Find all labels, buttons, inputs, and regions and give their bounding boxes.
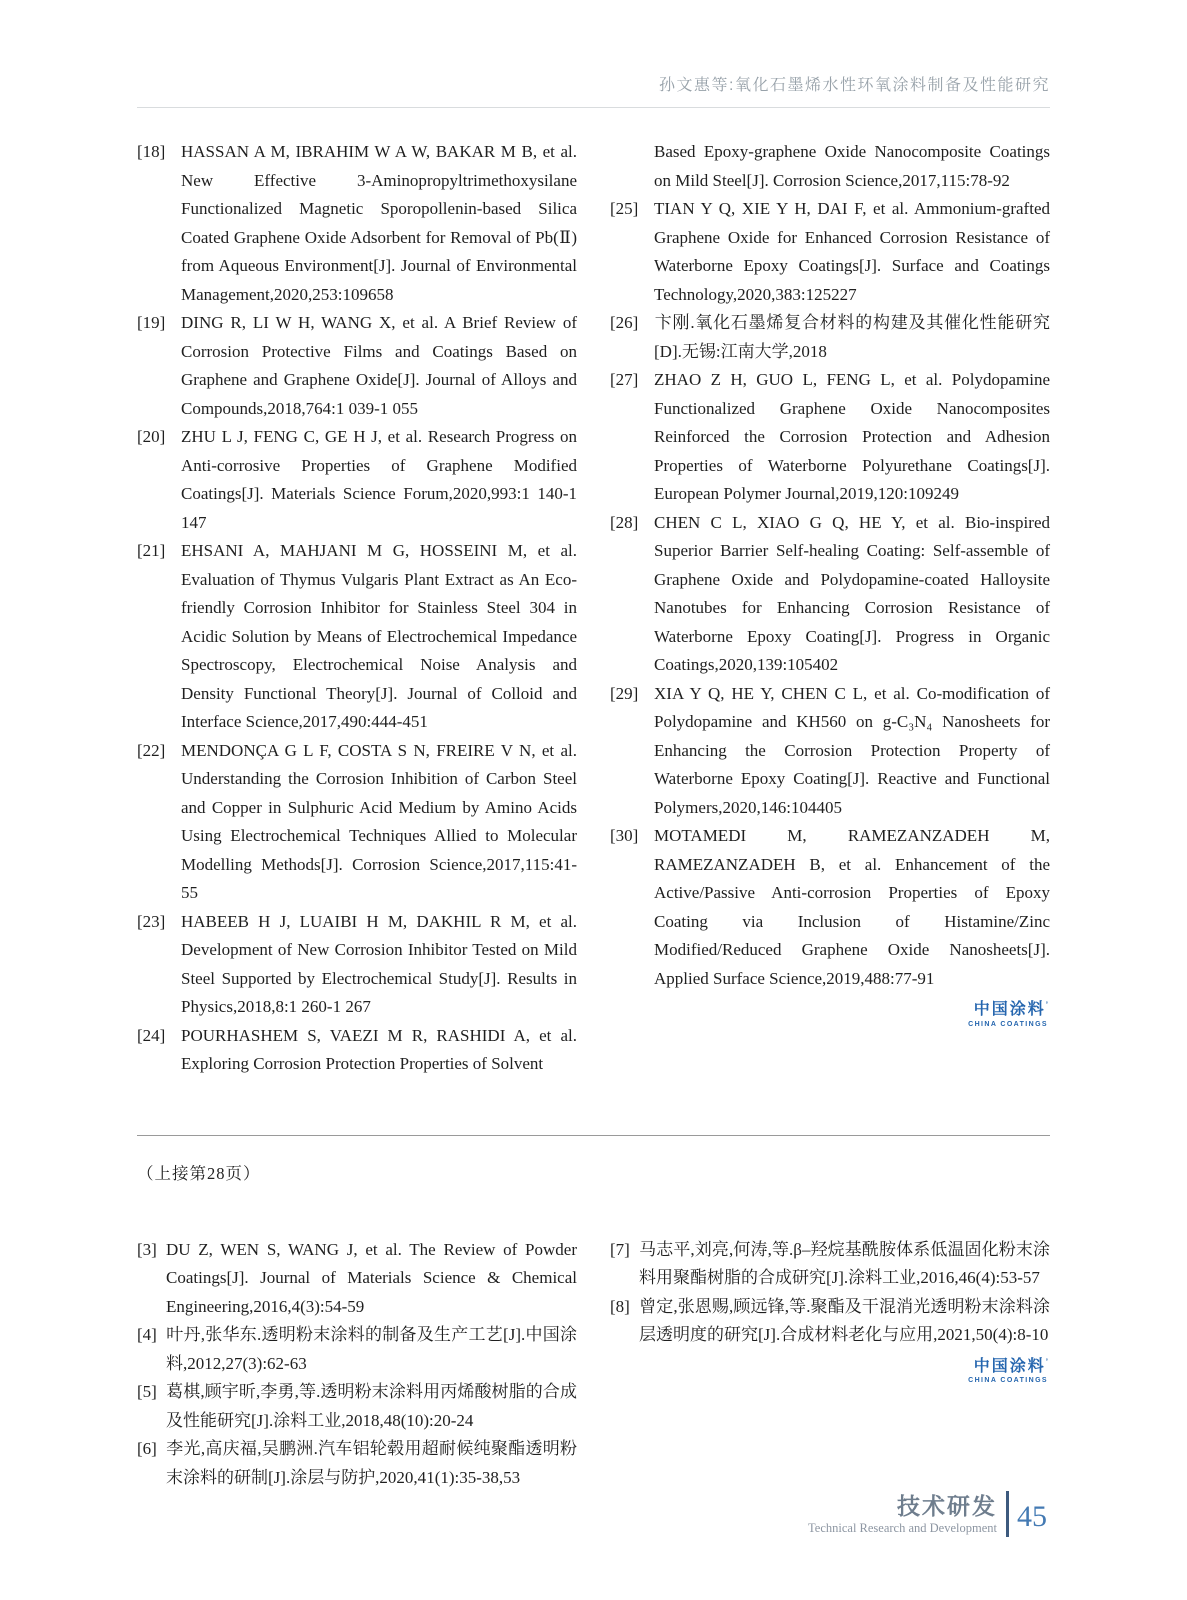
page-content	[137, 0, 1050, 1492]
reference-number: [21]	[137, 541, 166, 560]
running-title: 孙文惠等:氧化石墨烯水性环氧涂料制备及性能研究	[659, 77, 1050, 94]
reference-text: 马志平,刘亮,何涛,等.β–羟烷基酰胺体系低温固化粉末涂料用聚酯树脂的合成研究[J].涂料工业,2016,46(4):53-57	[639, 1239, 1050, 1287]
reference-text: ZHAO Z H, GUO L, FENG L, et al. Polydopamine Functionalized Graphene Oxide Nanocomposites Reinforced the Corrosion Protection and Adhesion Properties of Waterborne Polyurethane Coatings[J]. European Polymer Journal,2019,120:109249	[654, 370, 1050, 503]
china-coatings-logo	[610, 1358, 1050, 1385]
reference-text: TIAN Y Q, XIE Y H, DAI F, et al. Ammonium-grafted Graphene Oxide for Enhanced Corrosion Resistance of Waterborne Epoxy Coatings[J]. Surface and Coatings Technology,2020,383:125227	[654, 199, 1050, 304]
logo-cn-label: 中国涂料	[973, 1357, 1046, 1375]
reference-item	[137, 1236, 577, 1322]
references-bottom-column-right	[610, 1236, 1050, 1493]
logo-trademark-icon: ’	[1045, 1000, 1048, 1010]
logo-chinese-text	[610, 1001, 1048, 1019]
footer-section-cn: 技术研发	[897, 1492, 997, 1519]
china-coatings-logo	[610, 1001, 1050, 1028]
reference-item	[137, 1321, 577, 1378]
reference-text: Based Epoxy-graphene Oxide Nanocomposite Coatings on Mild Steel[J]. Corrosion Science,2017,115:78-92	[654, 142, 1050, 190]
logo-cn-label: 中国涂料	[973, 1001, 1046, 1018]
reference-item	[610, 1293, 1050, 1350]
reference-text: CHEN C L, XIAO G Q, HE Y, et al. Bio-inspired Superior Barrier Self-healing Coating: Self-assemble of Graphene Oxide and Polydopamine-coated Halloysite Nanotubes for Enhancing Corrosion Resistance of Waterborne Epoxy Coating[J]. Progress in Organic Coatings,2020,139:105402	[654, 512, 1050, 674]
references-column-right	[610, 138, 1050, 1079]
reference-item	[610, 1236, 1050, 1293]
logo-trademark-icon: ’	[1045, 1357, 1048, 1367]
section-divider-line	[137, 1135, 1050, 1136]
reference-item	[137, 737, 577, 908]
reference-item	[137, 1378, 577, 1435]
reference-text: HABEEB H J, LUAIBI H M, DAKHIL R M, et al. Development of New Corrosion Inhibitor Tested on Mild Steel Supported by Electrochemical Study[J]. Results in Physics,2018,8:1 260-1 267	[181, 911, 577, 1016]
reference-text: 曾定,张恩赐,顾远锋,等.聚酯及干混消光透明粉末涂料涂层透明度的研究[J].合成材料老化与应用,2021,50(4):8-10	[639, 1296, 1050, 1344]
reference-continuation	[610, 138, 1050, 195]
reference-item	[610, 680, 1050, 823]
reference-text: POURHASHEM S, VAEZI M R, RASHIDI A, et al. Exploring Corrosion Protection Properties of Solvent	[181, 1025, 577, 1073]
footer-section-en: Technical Research and Development	[808, 1520, 997, 1535]
reference-item	[137, 1435, 577, 1492]
footer-divider-bar	[1006, 1491, 1009, 1537]
reference-number: [7]	[610, 1239, 630, 1259]
reference-text: EHSANI A, MAHJANI M G, HOSSEINI M, et al. Evaluation of Thymus Vulgaris Plant Extract as An Eco-friendly Corrosion Inhibitor for Stainless Steel 304 in Acidic Solution by Means of Electrochemical Impedance Spectroscopy, Electrochemical Noise Analysis and Density Functional Theory[J]. Journal of Colloid and Interface Science,2017,490:444-451	[181, 541, 577, 731]
page-footer	[808, 1491, 1047, 1537]
reference-number: [22]	[137, 740, 166, 760]
reference-item	[610, 195, 1050, 309]
reference-number: [19]	[137, 313, 166, 332]
reference-number: [4]	[137, 1325, 157, 1344]
reference-list-top-left	[137, 138, 577, 1079]
reference-number: [25]	[610, 199, 639, 218]
page-number: 45	[1017, 1500, 1047, 1533]
logo-english-text: CHINA COATINGS	[968, 1020, 1048, 1028]
reference-number: [29]	[610, 683, 639, 703]
references-column-left	[137, 138, 577, 1079]
reference-text: ZHU L J, FENG C, GE H J, et al. Research Progress on Anti-corrosive Properties of Graphene Modified Coatings[J]. Materials Science Forum,2020,993:1 140-1 147	[181, 427, 577, 532]
reference-item	[137, 309, 577, 423]
reference-text: DING R, LI W H, WANG X, et al. A Brief Review of Corrosion Protective Films and Coatings Based on Graphene and Graphene Oxide[J]. Journal of Alloys and Compounds,2018,764:1 039-1 055	[181, 313, 577, 418]
reference-number: [27]	[610, 370, 639, 389]
references-bottom-section	[137, 1236, 1050, 1493]
reference-item	[137, 1022, 577, 1079]
reference-number: [24]	[137, 1025, 166, 1045]
reference-text: 李光,高庆福,吴鹏洲.汽车铝轮毂用超耐候纯聚酯透明粉末涂料的研制[J].涂层与防护,2020,41(1):35-38,53	[166, 1439, 577, 1487]
reference-item	[137, 138, 577, 309]
reference-item	[137, 423, 577, 537]
continued-from-note: （上接第28页）	[137, 1163, 261, 1183]
reference-number: [5]	[137, 1382, 157, 1401]
reference-item	[610, 509, 1050, 680]
reference-list-top-right	[610, 138, 1050, 993]
reference-text: MOTAMEDI M, RAMEZANZADEH M, RAMEZANZADEH B, et al. Enhancement of the Active/Passive Anti-corrosion Properties of Epoxy Coating via Inclusion of Histamine/Zinc Modified/Reduced Graphene Oxide Nanosheets[J]. Applied Surface Science,2019,488:77-91	[654, 826, 1050, 988]
reference-number: [18]	[137, 142, 166, 161]
reference-number: [30]	[610, 826, 639, 845]
reference-text: 葛棋,顾宇昕,李勇,等.透明粉末涂料用丙烯酸树脂的合成及性能研究[J].涂料工业,2018,48(10):20-24	[166, 1382, 577, 1430]
reference-text: MENDONÇA G L F, COSTA S N, FREIRE V N, et al. Understanding the Corrosion Inhibition of Carbon Steel and Copper in Sulphuric Acid Medium by Amino Acids Using Electrochemical Techniques Allied to Molecular Modelling Methods[J]. Corrosion Science,2017,115:41-55	[181, 740, 577, 902]
logo-chinese-text	[610, 1358, 1048, 1376]
reference-number: [6]	[137, 1439, 157, 1458]
reference-list-bottom-left	[137, 1236, 577, 1493]
reference-number: [3]	[137, 1239, 157, 1259]
reference-number: [28]	[610, 512, 639, 532]
reference-item	[137, 908, 577, 1022]
reference-item	[610, 309, 1050, 366]
reference-list-bottom-right	[610, 1236, 1050, 1350]
references-bottom-column-left	[137, 1236, 577, 1493]
page-header	[137, 0, 1050, 108]
logo-english-text: CHINA COATINGS	[968, 1377, 1048, 1385]
reference-text: XIA Y Q, HE Y, CHEN C L, et al. Co-modification of Polydopamine and KH560 on g-C₃N₄ Nanosheets for Enhancing the Corrosion Protection Property of Waterborne Epoxy Coating[J]. Reactive and Functional Polymers,2020,146:104405	[654, 683, 1050, 817]
reference-text: 卞刚.氧化石墨烯复合材料的构建及其催化性能研究[D].无锡:江南大学,2018	[654, 313, 1050, 361]
header-divider-line	[137, 107, 1050, 108]
references-top-section	[137, 138, 1050, 1079]
reference-text: 叶丹,张华东.透明粉末涂料的制备及生产工艺[J].中国涂料,2012,27(3):62-63	[166, 1325, 577, 1373]
reference-number: [26]	[610, 313, 639, 332]
reference-number: [20]	[137, 427, 166, 446]
reference-item	[137, 537, 577, 737]
footer-section-title	[808, 1494, 997, 1535]
reference-number: [23]	[137, 911, 166, 931]
reference-item	[610, 822, 1050, 993]
reference-item	[610, 366, 1050, 509]
reference-text: DU Z, WEN S, WANG J, et al. The Review of Powder Coatings[J]. Journal of Materials Science & Chemical Engineering,2016,4(3):54-59	[166, 1239, 577, 1316]
reference-text: HASSAN A M, IBRAHIM W A W, BAKAR M B, et al. New Effective 3-Aminopropyltrimethoxysilane Functionalized Magnetic Sporopollenin-based Silica Coated Graphene Oxide Adsorbent for Removal of Pb(Ⅱ) from Aqueous Environment[J]. Journal of Environmental Management,2020,253:109658	[181, 142, 577, 304]
reference-number: [8]	[610, 1296, 630, 1316]
